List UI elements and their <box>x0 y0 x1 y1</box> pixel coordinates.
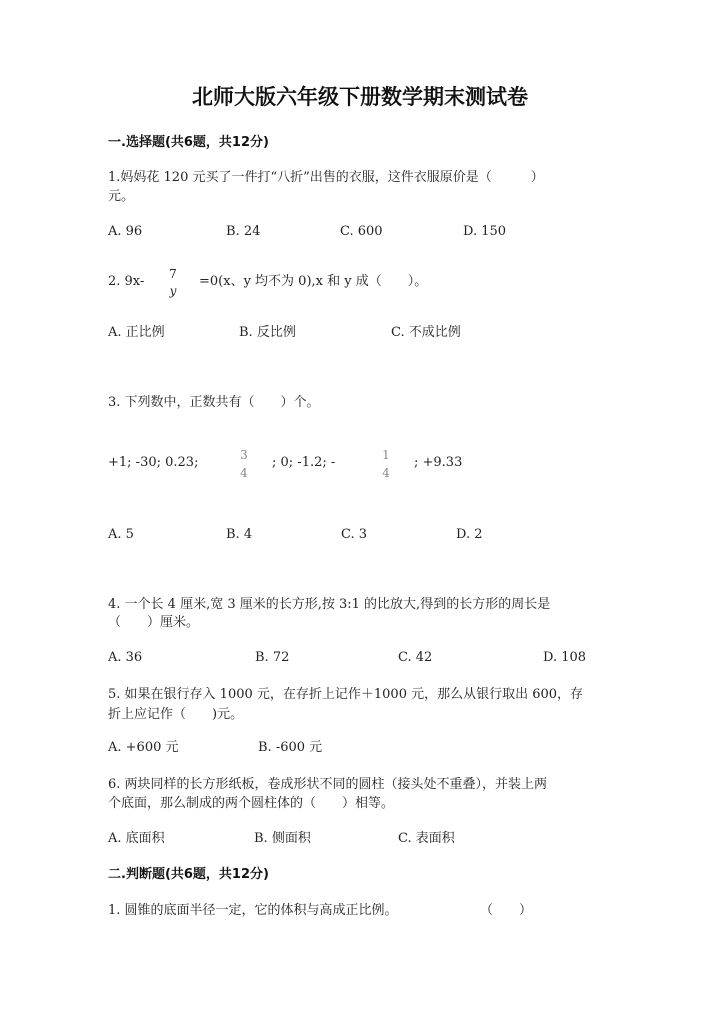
fraction-denominator: 4 <box>240 466 248 480</box>
option: B. 72 <box>255 650 290 665</box>
number-list: ; +9.33 <box>414 455 463 470</box>
option: C. 600 <box>340 224 383 239</box>
option: C. 不成比例 <box>391 325 461 340</box>
option: A. 正比例 <box>108 325 165 340</box>
option: B. 24 <box>226 224 261 239</box>
option: B. 4 <box>226 527 253 542</box>
option: A. 5 <box>108 527 134 542</box>
option: B. -600 元 <box>258 740 323 755</box>
page-title: 北师大版六年级下册数学期末测试卷 <box>192 85 528 109</box>
question-text: 5. 如果在银行存入 1000 元，在存折上记作＋1000 元，那么从银行取出 600，存 <box>108 687 584 702</box>
question-text: 3. 下列数中，正数共有（ ）个。 <box>108 395 320 410</box>
fraction-numerator: 1 <box>382 448 390 462</box>
option: A. +600 元 <box>108 740 179 755</box>
question-text: 4. 一个长 4 厘米,宽 3 厘米的长方形,按 3:1 的比放大,得到的长方形的周长是 <box>108 597 551 612</box>
answer-blank: （ ） <box>480 903 533 918</box>
question-text: 元。 <box>108 189 135 204</box>
option: D. 150 <box>463 224 507 239</box>
section-heading: 二.判断题(共6题，共12分) <box>108 867 269 882</box>
question-text: =0(x、y 均不为 0),x 和 y 成（ ）。 <box>199 274 428 289</box>
option: C. 3 <box>341 527 368 542</box>
fraction-denominator: y <box>169 284 177 298</box>
option: B. 反比例 <box>239 325 296 340</box>
question-text: 个底面，那么制成的两个圆柱体的（ ）相等。 <box>108 796 395 811</box>
option: D. 2 <box>456 527 483 542</box>
option: A. 36 <box>108 650 143 665</box>
question-text: 折上应记作（ )元。 <box>108 707 244 722</box>
question-text: 1.妈妈花 120 元买了一件打“八折”出售的衣服，这件衣服原价是（ ） <box>108 170 544 185</box>
question-text: 6. 两块同样的长方形纸板，卷成形状不同的圆柱（接头处不重叠），并装上两 <box>108 777 548 792</box>
option: A. 96 <box>108 224 143 239</box>
section-heading: 一.选择题(共6题，共12分) <box>108 135 269 150</box>
fraction-denominator: 4 <box>382 466 390 480</box>
option: C. 42 <box>398 650 433 665</box>
fraction-numerator: 7 <box>169 267 177 281</box>
option: A. 底面积 <box>108 831 165 846</box>
question-text: （ ）厘米。 <box>108 615 200 630</box>
option: B. 侧面积 <box>254 831 311 846</box>
question-text: 1. 圆锥的底面半径一定，它的体积与高成正比例。 <box>108 903 398 918</box>
number-list: ; 0; -1.2; - <box>272 455 336 470</box>
fraction-numerator: 3 <box>240 448 248 462</box>
question-text: 2. 9x- <box>108 274 145 289</box>
option: C. 表面积 <box>398 831 455 846</box>
option: D. 108 <box>543 650 587 665</box>
number-list: +1; -30; 0.23; <box>108 455 199 470</box>
